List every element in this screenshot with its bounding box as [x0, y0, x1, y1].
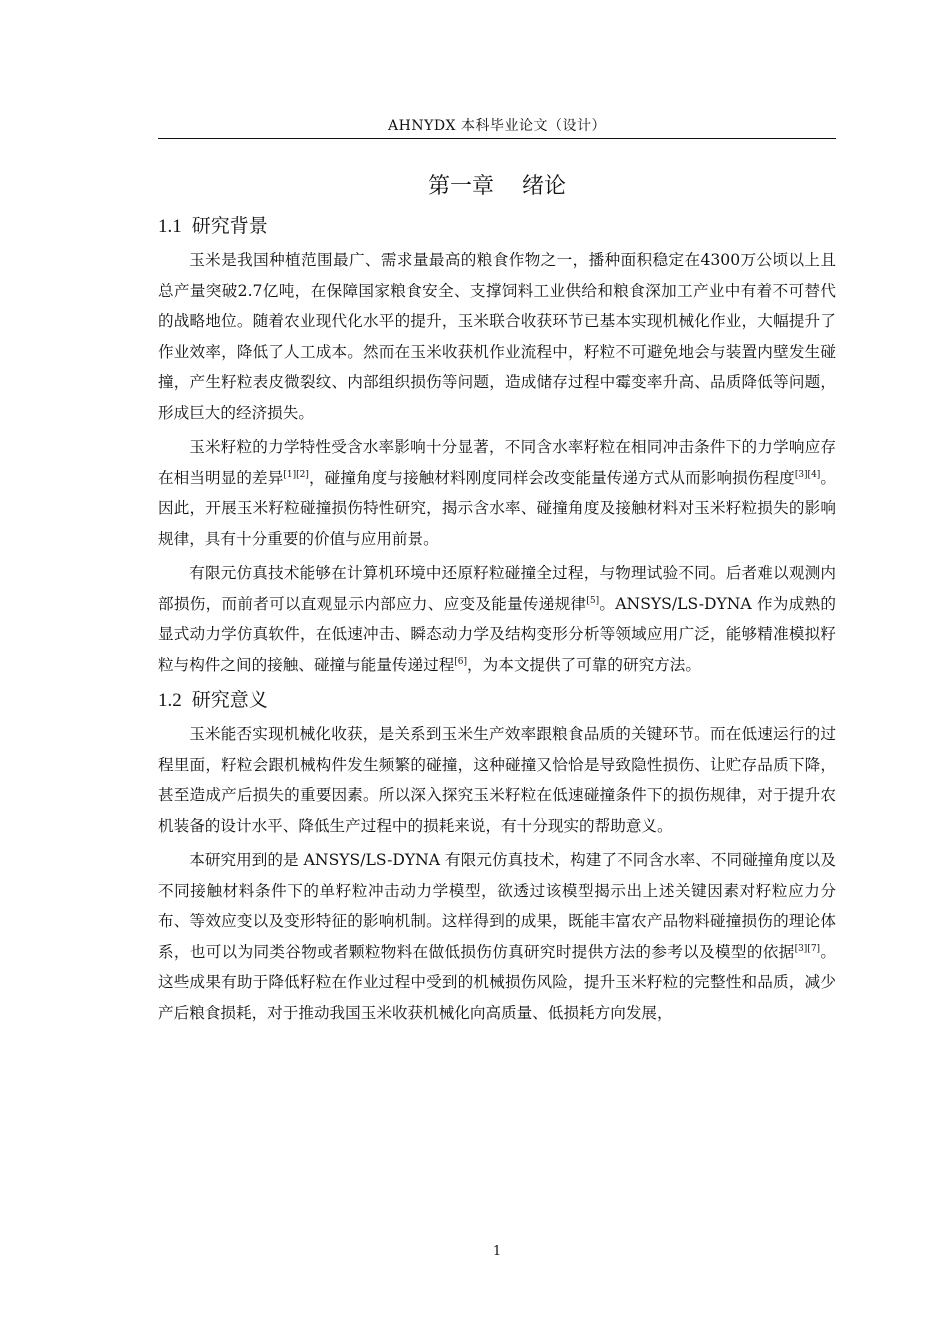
- paragraph-text: 。ANSYS/LS-DYNA 作为成熟的显式动力学仿真软件，在低速冲击、瞬态动力学及结构变形分析等领域应用广泛，能够精准模拟籽粒与构件之间的接触、碰撞与能量传递过程: [158, 594, 836, 674]
- page-body: [158, 170, 836, 1032]
- section-title: 研究背景: [191, 215, 268, 237]
- paragraph-text: 本研究用到的是 ANSYS/LS-DYNA 有限元仿真技术，构建了不同含水率、不同碰撞角度以及不同接触材料条件下的单籽粒冲击动力学模型，欲透过该模型揭示出上述关键因素对籽粒应力分布、等效应变以及变形特征的影响机制。这样得到的成果，既能丰富农产品物料碰撞损伤的理论体系，也可以为同类谷物或者颗粒物料在做低损伤仿真研究时提供方法的参考以及模型的依据: [158, 851, 836, 961]
- paragraph: [158, 845, 836, 1028]
- citation: [1][2]: [283, 469, 309, 480]
- citation: [3][4]: [794, 469, 821, 480]
- paragraph-text: 玉米籽粒的力学特性受含水率影响十分显著，不同含水率籽粒在相同冲击条件下的力学响应存在相当明显的差异: [158, 438, 836, 487]
- header-rule: [158, 138, 836, 139]
- section-number: 1.1: [158, 216, 182, 237]
- paragraph-text: ，碰撞角度与接触材料刚度同样会改变能量传递方式从而影响损伤程度: [308, 468, 795, 487]
- paragraph: [158, 245, 836, 428]
- paragraph: [158, 558, 836, 680]
- citation: [3][7]: [794, 943, 821, 954]
- paragraph-text: 玉米是我国种植范围最广、需求量最高的粮食作物之一，播种面积稳定在4300万公顷以上且总产量突破2.7亿吨，在保障国家粮食安全、支撑饲料工业供给和粮食深加工产业中有着不可替代的战略地位。随着农业现代化水平的提升，玉米联合收获环节已基本实现机械化作业，大幅提升了作业效率，降低了人工成本。然而在玉米收获机作业流程中，籽粒不可避免地会与装置内壁发生碰撞，产生籽粒表皮微裂纹、内部组织损伤等问题，造成储存过程中霉变率升高、品质降低等问题，形成巨大的经济损失。: [158, 251, 836, 422]
- section-heading-1-2: [158, 684, 836, 717]
- section-title: 研究意义: [191, 689, 268, 711]
- chapter-title: 绪论: [522, 174, 567, 199]
- paragraph: [158, 719, 836, 841]
- page-header: AHNYDX 本科毕业论文（设计）: [388, 118, 606, 134]
- citation: [5]: [586, 595, 600, 606]
- chapter-number: 第一章: [427, 174, 494, 199]
- page-number: 1: [492, 1244, 502, 1259]
- citation: [6]: [454, 656, 468, 667]
- paragraph-text: 有限元仿真技术能够在计算机环境中还原籽粒碰撞全过程，与物理试验不同。后者难以观测内部损伤，而前者可以直观显示内部应力、应变及能量传递规律: [158, 564, 836, 613]
- paragraph: [158, 432, 836, 554]
- paragraph-text: 玉米能否实现机械化收获，是关系到玉米生产效率跟粮食品质的关键环节。而在低速运行的过程里面，籽粒会跟机械构件发生频繁的碰撞，这种碰撞又恰恰是导致隐性损伤、让贮存品质下降，甚至造成产后损失的重要因素。所以深入探究玉米籽粒在低速碰撞条件下的损伤规律，对于提升农机装备的设计水平、降低生产过程中的损耗来说，有十分现实的帮助意义。: [158, 725, 836, 835]
- section-heading-1-1: [158, 210, 836, 243]
- paragraph-text: 。因此，开展玉米籽粒碰撞损伤特性研究，揭示含水率、碰撞角度及接触材料对玉米籽粒损失的影响规律，具有十分重要的价值与应用前景。: [158, 468, 836, 548]
- chapter-heading: [158, 170, 836, 204]
- section-number: 1.2: [158, 690, 182, 711]
- paragraph-text: ，为本文提供了可靠的研究方法。: [467, 655, 701, 674]
- paragraph-text: 。这些成果有助于降低籽粒在作业过程中受到的机械损伤风险，提升玉米籽粒的完整性和品质，减少产后粮食损耗，对于推动我国玉米收获机械化向高质量、低损耗方向发展，: [158, 942, 836, 1022]
